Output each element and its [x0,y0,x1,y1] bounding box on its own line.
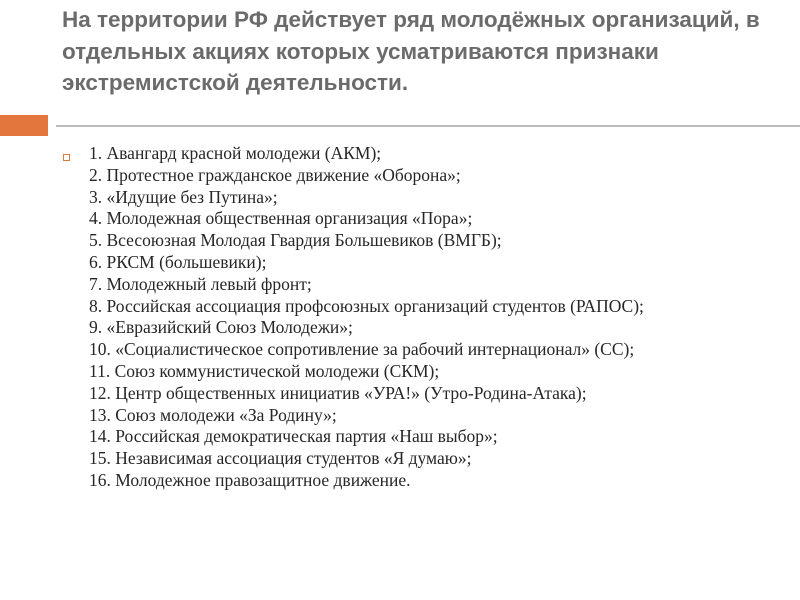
list-item: 4. Молодежная общественная организация «Пора»; [89,208,473,229]
list-item: 16. Молодежное правозащитное движение. [89,469,411,490]
list-item: 2. Протестное гражданское движение «Оборона»; [89,164,461,185]
list-item: 12. Центр общественных инициатив «УРА!» (Утро-Родина-Атака); [89,382,587,403]
title-divider [56,125,800,127]
list-item: 7. Молодежный левый фронт; [89,273,312,294]
list-item: 6. РКСМ (большевики); [89,251,267,272]
list-item: 5. Всесоюзная Молодая Гвардия Большевиков (ВМГБ); [89,230,502,251]
slide-title: На территории РФ действует ряд молодёжных организаций, в отдельных акциях которых усматриваются признаки экстремистской деятельности. [62,7,760,95]
list-item: 14. Российская демократическая партия «Наш выбор»; [89,426,498,447]
list-item: 11. Союз коммунистической молодежи (СКМ); [89,360,440,381]
accent-bar [0,115,48,136]
list-item: 9. «Евразийский Союз Молодежи»; [89,317,353,338]
list-item: 13. Союз молодежи «За Родину»; [89,404,337,425]
hollow-square-bullet-icon [63,154,70,161]
list-item: 10. «Социалистическое сопротивление за рабочий интернационал» (СС); [89,339,635,360]
organization-list [89,143,779,492]
list-item: 1. Авангард красной молодежи (АКМ); [89,143,382,163]
list-item: 8. Российская ассоциация профсоюзных организаций студентов (РАПОС); [89,295,644,316]
list-item: 15. Независимая ассоциация студентов «Я думаю»; [89,448,472,469]
list-item: 3. «Идущие без Путина»; [89,186,278,207]
